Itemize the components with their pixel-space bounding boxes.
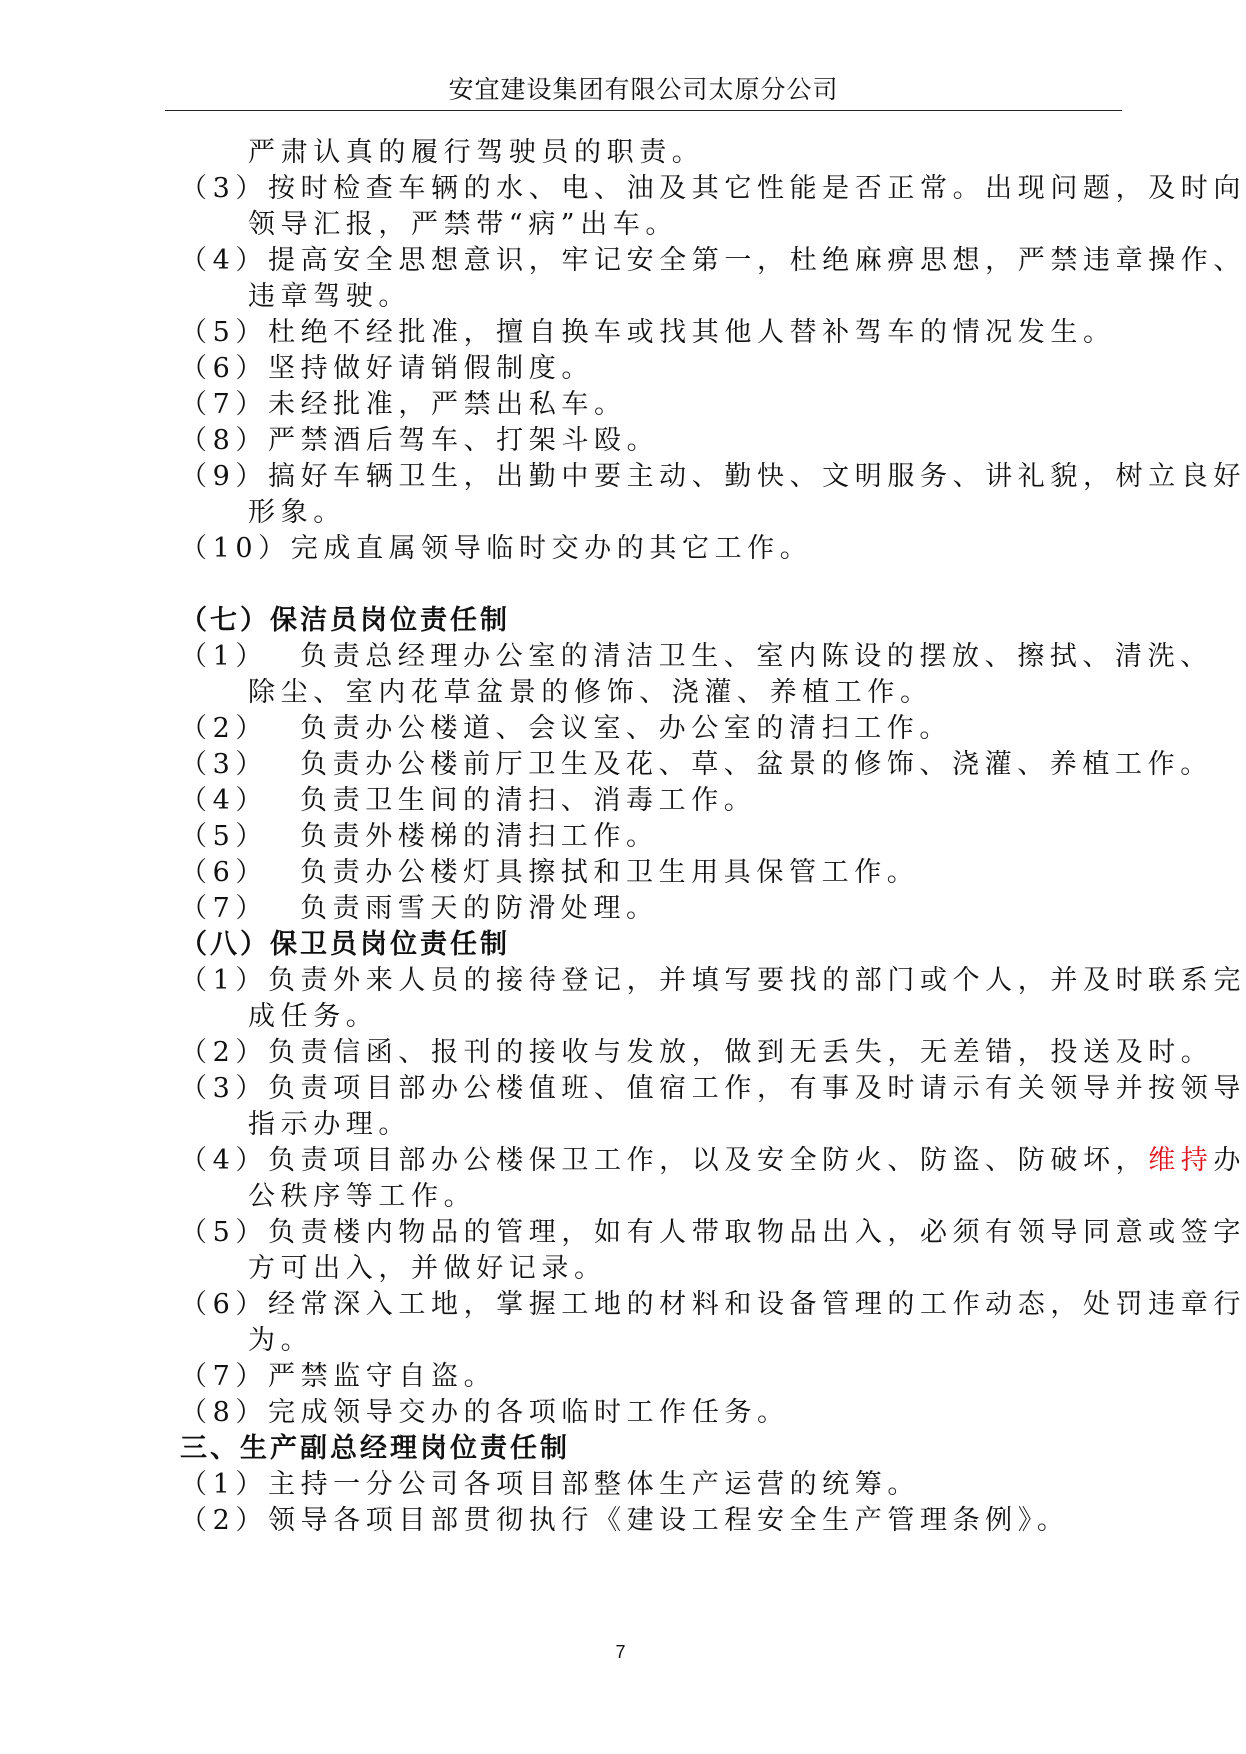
item-number: （4） bbox=[180, 245, 268, 276]
item-number: （2） bbox=[180, 713, 268, 744]
item-number: （7） bbox=[180, 893, 268, 924]
list-item-continuation: 公秩序等工作。 bbox=[248, 1181, 477, 1212]
item-number: （10） bbox=[180, 533, 291, 564]
item-number: （5） bbox=[180, 821, 268, 852]
item-text: 领导各项目部贯彻执行《建设工程安全生产管理条例》。 bbox=[267, 1505, 1070, 1536]
list-item bbox=[180, 459, 1246, 495]
item-number: （2） bbox=[180, 1505, 268, 1536]
list-item bbox=[180, 1359, 1120, 1395]
list-item bbox=[180, 1395, 1120, 1431]
item-number: （8） bbox=[180, 1397, 268, 1428]
item-text: 严禁监守自盗。 bbox=[267, 1361, 497, 1392]
item-number: （3） bbox=[180, 749, 268, 780]
item-text: 经常深入工地，掌握工地的材料和设备管理的工作动态，处罚违章行 bbox=[267, 1289, 1246, 1320]
list-item bbox=[180, 243, 1246, 279]
item-text: 负责卫生间的清扫、消毒工作。 bbox=[300, 785, 757, 816]
item-number: （1） bbox=[180, 965, 268, 996]
item-text: 办 bbox=[1213, 1145, 1246, 1176]
list-item bbox=[180, 783, 1120, 819]
list-item-continuation: 形象。 bbox=[248, 497, 346, 528]
list-item-continuation: 指示办理。 bbox=[248, 1109, 411, 1140]
item-text: 负责楼内物品的管理，如有人带取物品出入，必须有领导同意或签字 bbox=[267, 1217, 1246, 1248]
item-text: 负责外楼梯的清扫工作。 bbox=[300, 821, 659, 852]
list-item bbox=[180, 531, 1120, 567]
list-item bbox=[180, 315, 1120, 351]
spacer bbox=[180, 567, 1120, 603]
document-body bbox=[180, 135, 1246, 1539]
item-number: （2） bbox=[180, 1037, 268, 1068]
header-rule bbox=[165, 110, 1122, 111]
item-text: 严禁酒后驾车、打架斗殴。 bbox=[267, 425, 660, 456]
item-text: 完成直属领导临时交办的其它工作。 bbox=[290, 533, 813, 564]
list-item-continuation: 成任务。 bbox=[248, 1001, 379, 1032]
list-item-continuation: 方可出入，并做好记录。 bbox=[248, 1253, 607, 1284]
item-number: （5） bbox=[180, 1217, 268, 1248]
section-heading: 三、生产副总经理岗位责任制 bbox=[180, 1433, 570, 1464]
item-text: 未经批准，严禁出私车。 bbox=[267, 389, 627, 420]
item-text: 搞好车辆卫生，出勤中要主动、勤快、文明服务、讲礼貌，树立良好 bbox=[267, 461, 1246, 492]
item-text: 杜绝不经批准，擅自换车或找其他人替补驾车的情况发生。 bbox=[267, 317, 1116, 348]
item-number: （1） bbox=[180, 641, 268, 672]
item-number: （3） bbox=[180, 1073, 268, 1104]
list-item bbox=[180, 855, 1120, 891]
section-heading: （七）保洁员岗位责任制 bbox=[180, 605, 510, 636]
item-text: 负责办公楼灯具擦拭和卫生用具保管工作。 bbox=[300, 857, 920, 888]
item-number: （8） bbox=[180, 425, 268, 456]
item-text: 按时检查车辆的水、电、油及其它性能是否正常。出现问题，及时向 bbox=[267, 173, 1246, 204]
item-number: （3） bbox=[180, 173, 268, 204]
list-item bbox=[180, 387, 1120, 423]
list-item bbox=[180, 819, 1120, 855]
item-text: 主持一分公司各项目部整体生产运营的统筹。 bbox=[267, 1469, 920, 1500]
item-text: 负责办公楼前厅卫生及花、草、盆景的修饰、浇灌、养植工作。 bbox=[300, 749, 1213, 780]
item-number: （6） bbox=[180, 1289, 268, 1320]
list-item-continuation: 为。 bbox=[248, 1325, 314, 1356]
list-item bbox=[180, 891, 1120, 927]
item-text: 负责办公楼道、会议室、办公室的清扫工作。 bbox=[300, 713, 952, 744]
list-item bbox=[180, 1071, 1246, 1107]
page-header: 安宜建设集团有限公司太原分公司 bbox=[448, 75, 839, 104]
item-number: （4） bbox=[180, 785, 268, 816]
item-number: （7） bbox=[180, 1361, 268, 1392]
item-text: 提高安全思想意识，牢记安全第一，杜绝麻痹思想，严禁违章操作、 bbox=[267, 245, 1246, 276]
item-text: 负责总经理办公室的清洁卫生、室内陈设的摆放、擦拭、清洗、 bbox=[300, 641, 1213, 672]
list-item bbox=[180, 1035, 1214, 1071]
item-number: （7） bbox=[180, 389, 268, 420]
item-number: （5） bbox=[180, 317, 268, 348]
item-text: 负责项目部办公楼值班、值宿工作，有事及时请示有关领导并按领导 bbox=[267, 1073, 1246, 1104]
page-number: 7 bbox=[615, 1642, 626, 1662]
item-number: （1） bbox=[180, 1469, 268, 1500]
list-item bbox=[180, 1287, 1246, 1323]
list-item bbox=[180, 711, 1120, 747]
item-text: 负责外来人员的接待登记，并填写要找的部门或个人，并及时联系完 bbox=[267, 965, 1246, 996]
list-item bbox=[180, 1215, 1246, 1251]
list-item bbox=[180, 963, 1246, 999]
list-item bbox=[180, 351, 1120, 387]
list-item bbox=[180, 747, 1213, 783]
list-item bbox=[180, 639, 1213, 675]
list-item bbox=[180, 171, 1246, 207]
list-item bbox=[180, 1143, 1246, 1179]
item-number: （4） bbox=[180, 1145, 268, 1176]
section-heading: （八）保卫员岗位责任制 bbox=[180, 929, 510, 960]
item-number: （9） bbox=[180, 461, 268, 492]
list-item-continuation: 除尘、室内花草盆景的修饰、浇灌、养植工作。 bbox=[248, 677, 933, 708]
item-number: （6） bbox=[180, 857, 268, 888]
list-item-continuation: 领导汇报，严禁带“病”出车。 bbox=[248, 209, 679, 240]
item-text: 坚持做好请销假制度。 bbox=[267, 353, 594, 384]
item-number: （6） bbox=[180, 353, 268, 384]
list-item bbox=[180, 423, 1120, 459]
item-text: 负责信函、报刊的接收与发放，做到无丢失，无差错，投送及时。 bbox=[267, 1037, 1214, 1068]
list-item-continuation: 违章驾驶。 bbox=[248, 281, 411, 312]
list-item bbox=[180, 1503, 1120, 1539]
list-item bbox=[180, 1467, 1120, 1503]
continuation-line: 严肃认真的履行驾驶员的职责。 bbox=[248, 137, 705, 168]
highlighted-text: 维持 bbox=[1148, 1145, 1214, 1176]
item-text: 负责项目部办公楼保卫工作，以及安全防火、防盗、防破坏， bbox=[267, 1145, 1149, 1176]
item-text: 负责雨雪天的防滑处理。 bbox=[300, 893, 659, 924]
item-text: 完成领导交办的各项临时工作任务。 bbox=[267, 1397, 790, 1428]
